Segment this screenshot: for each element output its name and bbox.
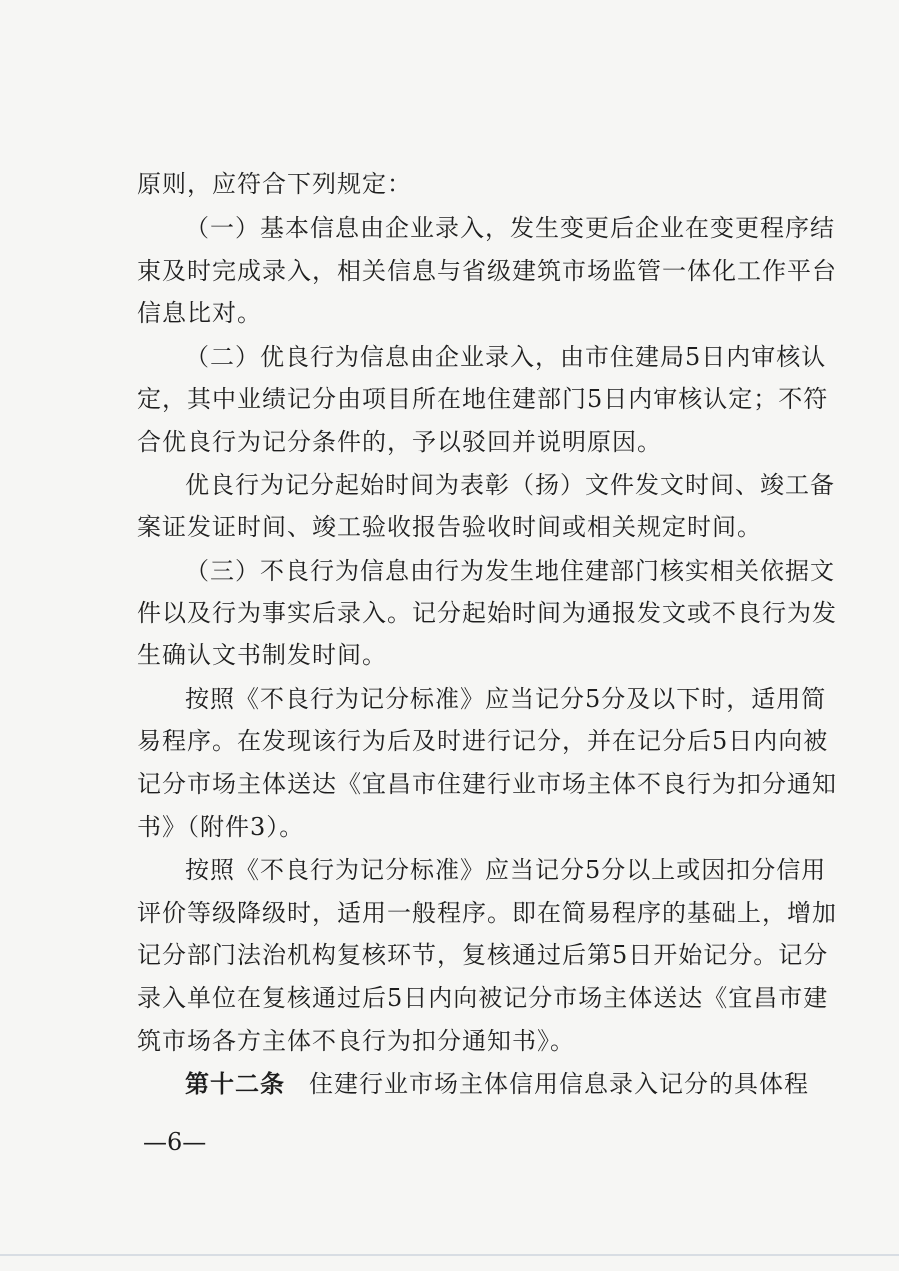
paragraph-line: （二）优良行为信息由企业录入，由市住建局5日内审核认 bbox=[185, 343, 827, 371]
page-bottom-edge bbox=[0, 1254, 899, 1256]
paragraph-line: 按照《不良行为记分标准》应当记分5分以上或因扣分信用 bbox=[185, 856, 827, 884]
paragraph-line: （一）基本信息由企业录入，发生变更后企业在变更程序结 bbox=[185, 214, 835, 242]
paragraph-line: 录入单位在复核通过后5日内向被记分市场主体送达《宜昌市建 bbox=[137, 984, 829, 1012]
paragraph-line: 记分部门法治机构复核环节，复核通过后第5日开始记分。记分 bbox=[137, 941, 829, 969]
paragraph-line: 束及时完成录入，相关信息与省级建筑市场监管一体化工作平台 bbox=[137, 257, 837, 285]
paragraph-line: 易程序。在发现该行为后及时进行记分，并在记分后5日内向被 bbox=[137, 727, 829, 755]
paragraph-line: 记分市场主体送达《宜昌市住建行业市场主体不良行为扣分通知 bbox=[137, 770, 837, 798]
page-number: —6— bbox=[143, 1128, 207, 1156]
paragraph-line: 按照《不良行为记分标准》应当记分5分及以下时，适用简 bbox=[185, 685, 827, 713]
article-line bbox=[185, 1070, 809, 1098]
article-text: 住建行业市场主体信用信息录入记分的具体程 bbox=[309, 1070, 809, 1098]
paragraph-line: 合优良行为记分条件的，予以驳回并说明原因。 bbox=[137, 428, 662, 456]
paragraph-line: 定，其中业绩记分由项目所在地住建部门5日内审核认定；不符 bbox=[137, 385, 829, 413]
paragraph-line: 筑市场各方主体不良行为扣分通知书》。 bbox=[137, 1027, 575, 1055]
paragraph-line: 信息比对。 bbox=[137, 299, 262, 327]
paragraph-line: 生确认文书制发时间。 bbox=[137, 641, 387, 669]
paragraph-line: 评价等级降级时，适用一般程序。即在简易程序的基础上，增加 bbox=[137, 899, 837, 927]
paragraph-line: （三）不良行为信息由行为发生地住建部门核实相关依据文 bbox=[185, 557, 835, 585]
article-label: 第十二条 bbox=[185, 1069, 285, 1098]
paragraph-line: 书》（附件3）。 bbox=[137, 813, 305, 841]
paragraph-line: 优良行为记分起始时间为表彰（扬）文件发文时间、竣工备 bbox=[185, 471, 835, 499]
paragraph-line: 件以及行为事实后录入。记分起始时间为通报发文或不良行为发 bbox=[137, 599, 837, 627]
paragraph-line: 原则，应符合下列规定： bbox=[137, 170, 412, 198]
paragraph-line: 案证发证时间、竣工验收报告验收时间或相关规定时间。 bbox=[137, 513, 762, 541]
